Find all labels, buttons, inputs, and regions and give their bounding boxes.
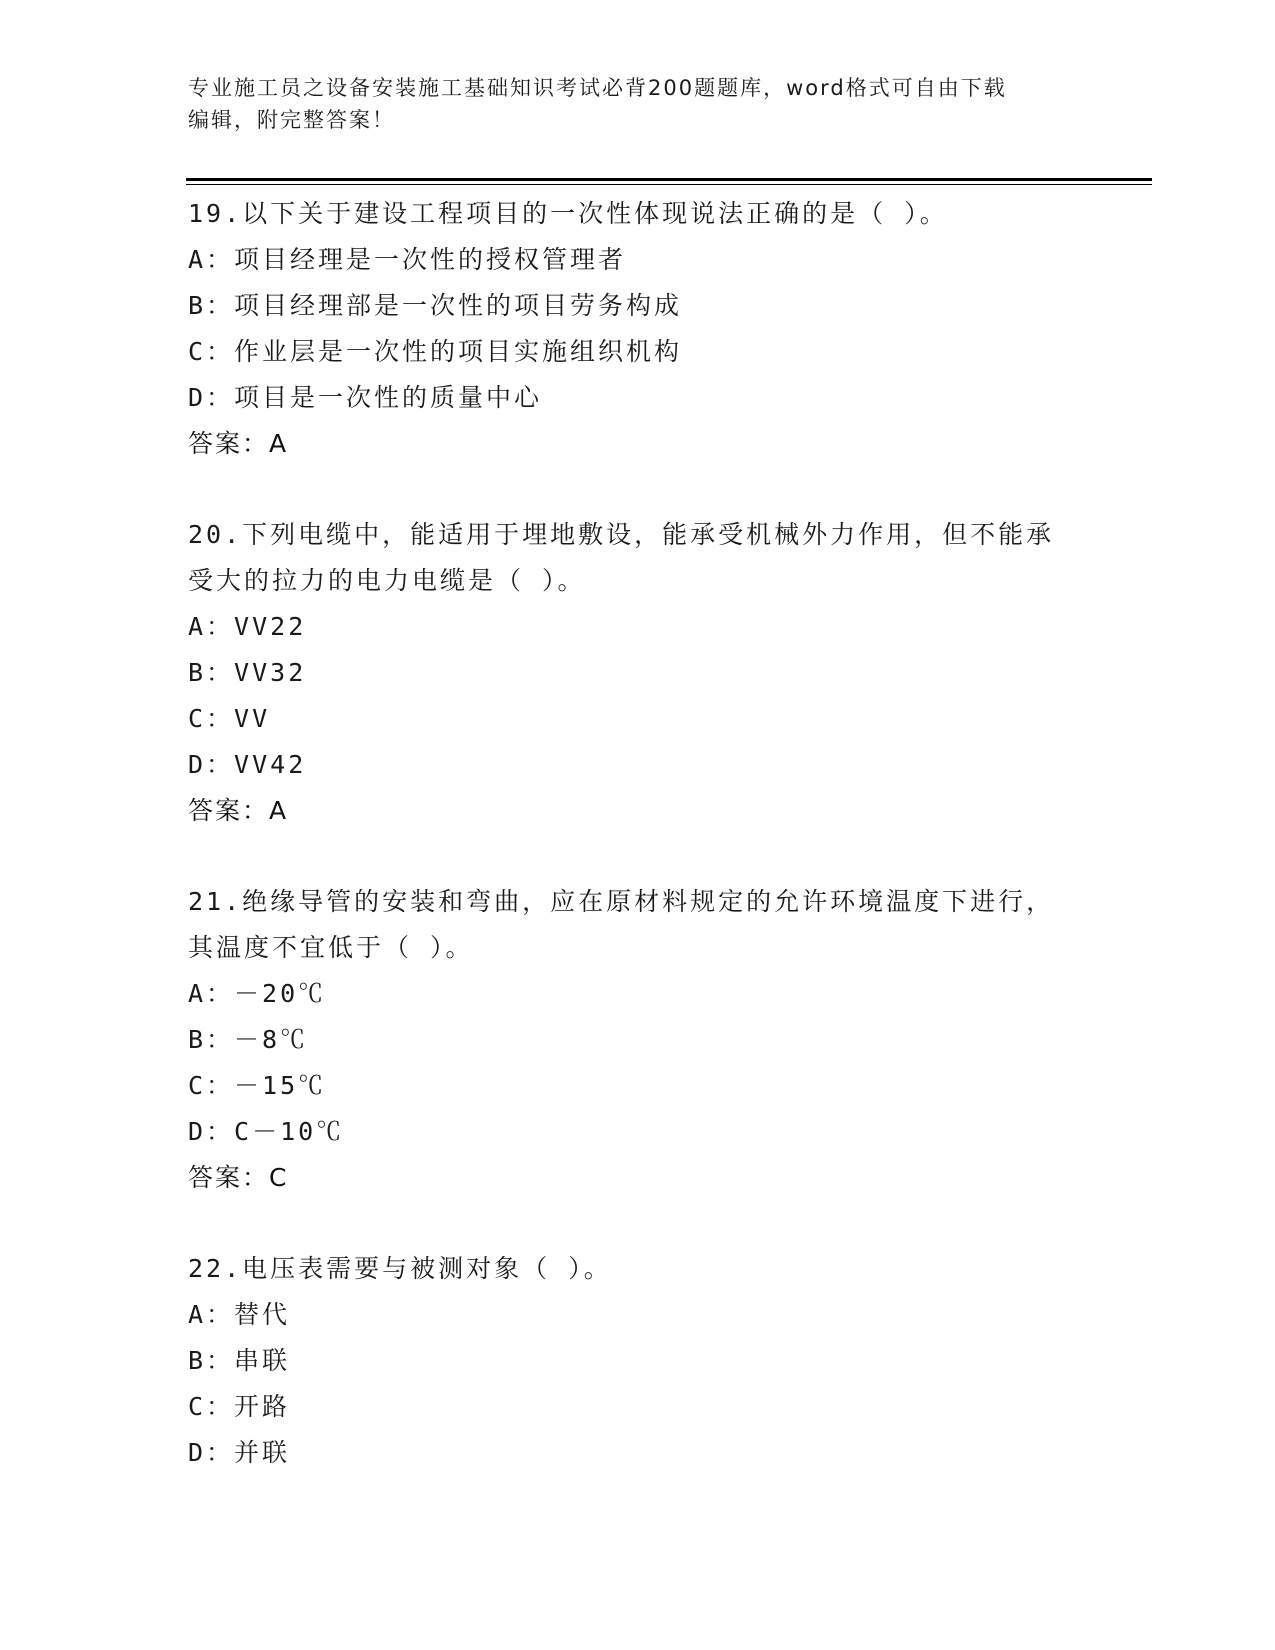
question-stem: 19.以下关于建设工程项目的一次性体现说法正确的是（ ）。 bbox=[188, 199, 948, 228]
option-b: B：－8℃ bbox=[188, 1025, 309, 1054]
question-stem: 20.下列电缆中，能适用于埋地敷设，能承受机械外力作用，但不能承受大的拉力的电力电缆是（ ）。 bbox=[188, 520, 1055, 595]
answer-text: 答案：A bbox=[188, 796, 289, 825]
option-c: C：VV bbox=[188, 704, 271, 733]
question-20 bbox=[188, 512, 1088, 834]
option-a: A：项目经理是一次性的授权管理者 bbox=[188, 245, 627, 274]
option-c: C：－15℃ bbox=[188, 1071, 327, 1100]
answer-text: 答案：A bbox=[188, 429, 289, 458]
option-d: D：并联 bbox=[188, 1438, 291, 1467]
question-stem: 21.绝缘导管的安装和弯曲，应在原材料规定的允许环境温度下进行，其温度不宜低于（ ）。 bbox=[188, 887, 1055, 962]
option-a: A：替代 bbox=[188, 1300, 291, 1329]
question-21 bbox=[188, 879, 1088, 1201]
header-divider-thin bbox=[186, 184, 1152, 185]
answer-text: 答案：C bbox=[188, 1163, 289, 1192]
question-22 bbox=[188, 1246, 1088, 1476]
option-c: C：开路 bbox=[188, 1392, 291, 1421]
header-line-2: 编辑，附完整答案！ bbox=[188, 108, 395, 132]
option-d: D：VV42 bbox=[188, 750, 307, 779]
option-d: D：项目是一次性的质量中心 bbox=[188, 383, 543, 412]
question-list bbox=[188, 191, 1088, 1521]
question-stem: 22.电压表需要与被测对象（ ）。 bbox=[188, 1254, 612, 1283]
option-a: A：－20℃ bbox=[188, 979, 327, 1008]
option-a: A：VV22 bbox=[188, 612, 307, 641]
header-line-1: 专业施工员之设备安装施工基础知识考试必背200题题库，word格式可自由下载 bbox=[188, 76, 1007, 100]
header-divider-thick bbox=[186, 178, 1152, 181]
option-d: D：C－10℃ bbox=[188, 1117, 345, 1146]
option-b: B：项目经理部是一次性的项目劳务构成 bbox=[188, 291, 683, 320]
option-c: C：作业层是一次性的项目实施组织机构 bbox=[188, 337, 683, 366]
option-b: B：VV32 bbox=[188, 658, 307, 687]
document-header bbox=[188, 72, 1068, 136]
question-19 bbox=[188, 191, 1088, 467]
option-b: B：串联 bbox=[188, 1346, 291, 1375]
